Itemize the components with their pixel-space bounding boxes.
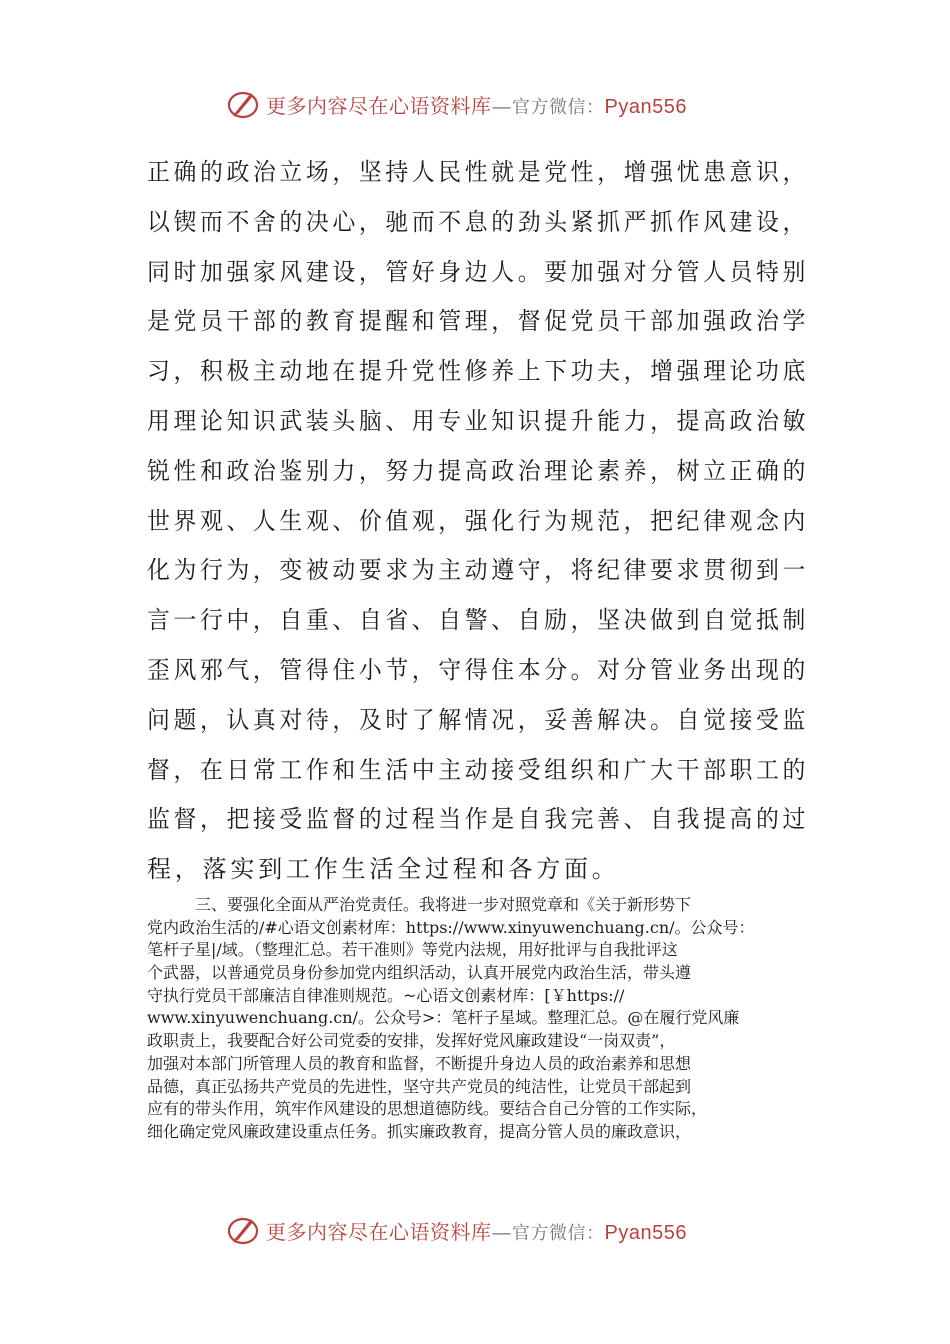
text-line: 加强对本部门所管理人员的教育和监督，不断提升身边人员的政治素养和思想 (147, 1053, 692, 1073)
text-line: 监督，把接受监督的过程当作是自我完善、自我提高的过 (147, 805, 809, 834)
text-line: 个武器，以普通党员身份参加党内组织活动，认真开展党内政治生活，带头遵 (147, 963, 692, 983)
text-line: 应有的带头作用，筑牢作风建设的思想道德防线。要结合自己分管的工作实际， (147, 1099, 708, 1119)
header-banner (226, 87, 687, 121)
body-large-paragraph (147, 148, 809, 895)
quill-logo-icon (226, 1213, 260, 1247)
footer-banner (226, 1213, 687, 1247)
text-line: 用理论知识武装头脑、用专业知识提升能力，提高政治敏 (147, 406, 809, 435)
text-line: 守执行党员干部廉洁自律准则规范。~心语文创素材库：[￥https:// (147, 985, 625, 1005)
banner-wechat-id: Pyan556 (604, 1221, 687, 1244)
text-line: 以锲而不舍的决心，驰而不息的劲头紧抓严抓作风建设， (147, 207, 809, 236)
text-line: 三、要强化全面从严治党责任。我将进一步对照党章和《关于新形势下 (195, 895, 692, 914)
text-line: 同时加强家风建设，管好身边人。要加强对分管人员特别 (147, 257, 809, 286)
text-line: www.xinyuwenchuang.cn/。公众号>：笔杆子星域。整理汇总。@在履行党风廉 (147, 1008, 740, 1028)
text-line: 正确的政治立场，坚持人民性就是党性，增强忧患意识， (147, 158, 809, 186)
banner-text (266, 1216, 687, 1245)
text-line: 问题，认真对待，及时了解情况，妥善解决。自觉接受监 (147, 705, 809, 734)
banner-brand: 更多内容尽在心语资料库 (266, 1219, 492, 1244)
banner-brand: 更多内容尽在心语资料库 (266, 93, 492, 118)
banner-wechat-id: Pyan556 (604, 95, 687, 118)
quill-logo-icon (226, 87, 260, 121)
text-line: 督，在日常工作和生活中主动接受组织和广大干部职工的 (147, 755, 809, 784)
text-line: 锐性和政治鉴别力，努力提高政治理论素养，树立正确的 (147, 456, 809, 485)
text-line: 品德，真正弘扬共产党员的先进性，坚守共产党员的纯洁性，让党员干部起到 (147, 1076, 692, 1096)
banner-separator: — (491, 93, 512, 118)
text-line: 党内政治生活的/#心语文创素材库：https://www.xinyuwenchuang.cn/。公众号： (147, 917, 755, 937)
text-line: 笔杆子星|/域。（整理汇总。若干准则》等党内法规，用好批评与自我批评这 (147, 940, 678, 960)
text-line: 世界观、人生观、价值观，强化行为规范，把纪律观念内 (147, 506, 809, 535)
banner-wechat-label: 官方微信： (512, 1222, 605, 1244)
text-line: 言一行中，自重、自省、自警、自励，坚决做到自觉抵制 (147, 606, 809, 635)
body-small-paragraph (147, 894, 809, 1144)
text-line: 歪风邪气，管得住小节，守得住本分。对分管业务出现的 (147, 655, 809, 684)
text-line: 细化确定党风廉政建设重点任务。抓实廉政教育，提高分管人员的廉政意识， (147, 1121, 692, 1141)
banner-separator: — (491, 1219, 512, 1244)
text-line: 程，落实到工作生活全过程和各方面。 (147, 855, 620, 884)
text-line: 是党员干部的教育提醒和管理，督促党员干部加强政治学 (147, 307, 809, 336)
text-line: 政职责上，我要配合好公司党委的安排，发挥好党风廉政建设“一岗双责”， (147, 1031, 676, 1051)
banner-wechat-label: 官方微信： (512, 96, 605, 118)
banner-text (266, 90, 687, 119)
text-line: 化为行为，变被动要求为主动遵守，将纪律要求贯彻到一 (147, 556, 809, 585)
text-line: 习，积极主动地在提升党性修养上下功夫，增强理论功底 (147, 357, 809, 386)
